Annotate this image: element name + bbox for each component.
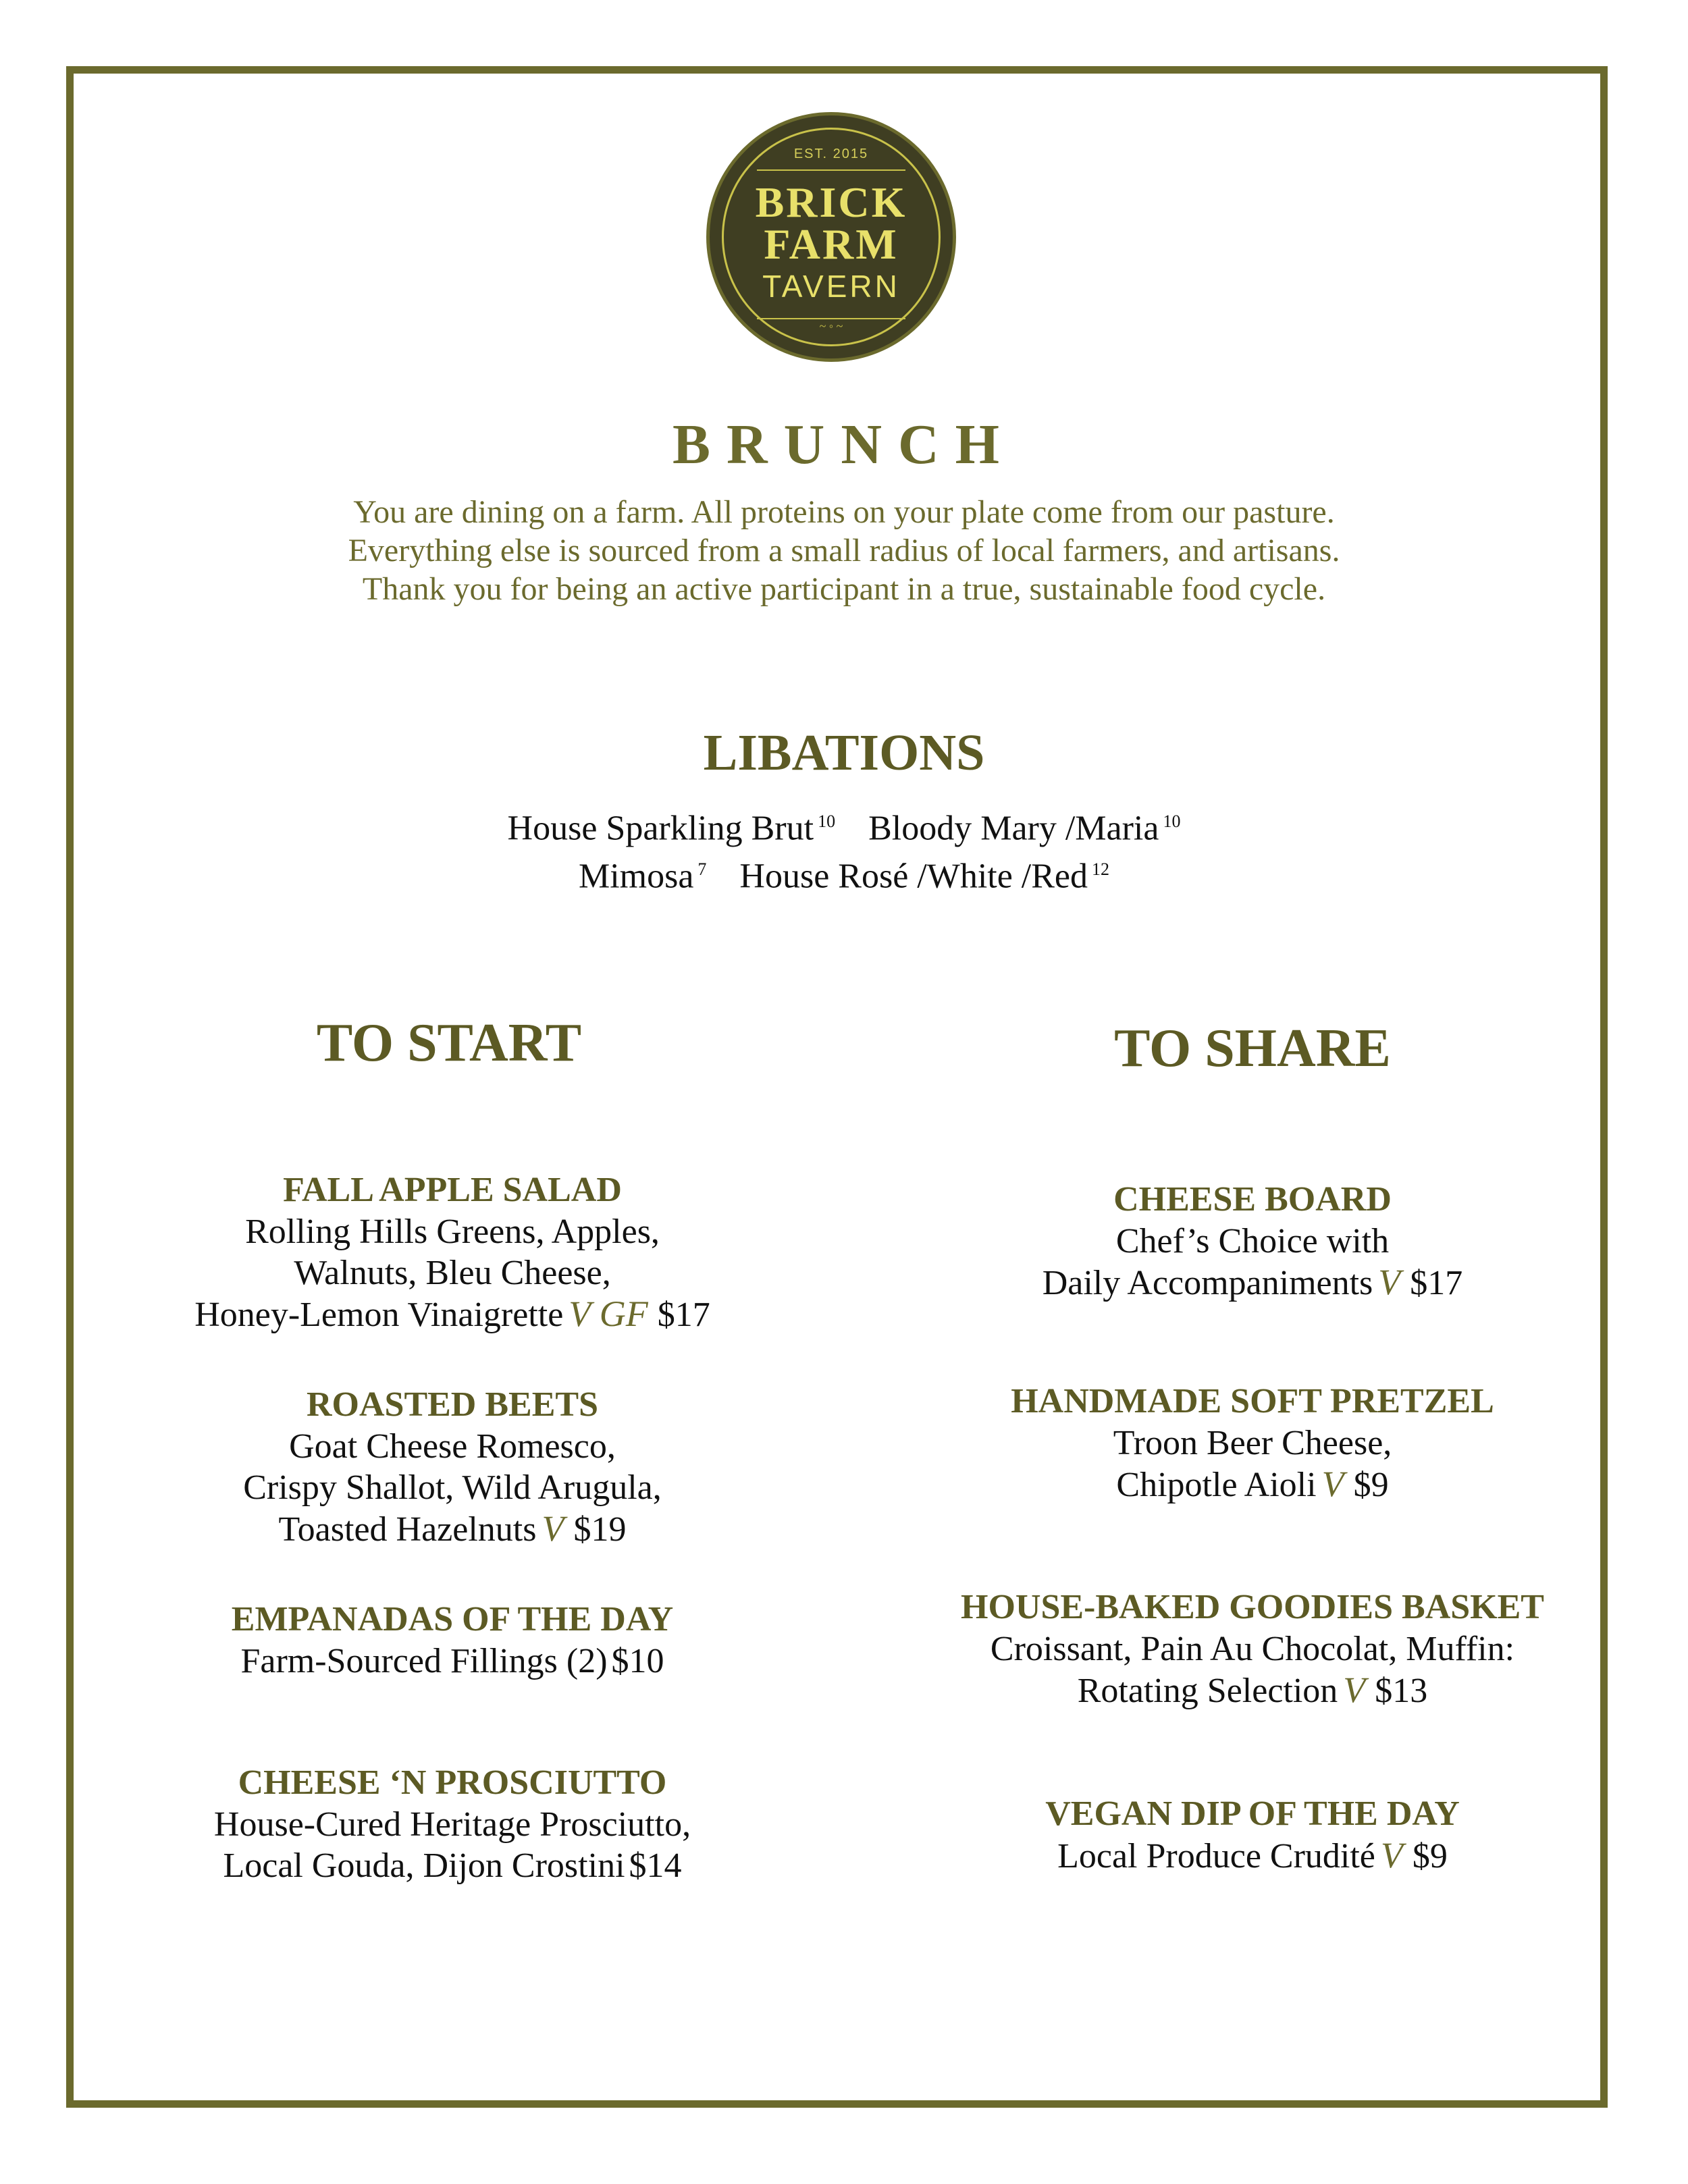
menu-title: BRUNCH [672, 413, 1016, 476]
item-name: HOUSE-BAKED GOODIES BASKET [961, 1588, 1544, 1626]
dietary-tag: V [1380, 1835, 1403, 1875]
item-desc-line: Troon Beer Cheese, [1113, 1424, 1392, 1462]
libation-price: 7 [697, 859, 707, 880]
item-desc-line [88, 1294, 817, 1335]
item-price: $19 [573, 1510, 627, 1549]
libations-row [0, 801, 1688, 849]
logo-word-farm: FARM [764, 220, 899, 268]
dietary-tag: V [1343, 1670, 1366, 1710]
item-desc-line [871, 1670, 1634, 1711]
dietary-tag: V [1378, 1262, 1401, 1302]
item-name: FALL APPLE SALAD [283, 1171, 622, 1209]
intro-text [0, 493, 1688, 608]
item-desc-text: Rotating Selection [1077, 1672, 1338, 1710]
item-desc-line: Chef’s Choice with [1115, 1222, 1390, 1260]
libation-item [579, 849, 706, 897]
item-desc-text: Chipotle Aioli [1116, 1466, 1317, 1504]
menu-item-cheese-n-prosciutto [88, 1762, 817, 1886]
menu-item-fall-apple-salad [88, 1169, 817, 1335]
libations-row [0, 849, 1688, 897]
libation-price: 12 [1092, 859, 1110, 880]
item-name: ROASTED BEETS [306, 1385, 599, 1424]
item-desc-line: Walnuts, Bleu Cheese, [294, 1254, 611, 1292]
logo-established: EST. 2015 [793, 147, 869, 161]
item-desc-text: Toasted Hazelnuts [278, 1510, 537, 1549]
libation-name: House Sparkling Brut [507, 809, 814, 848]
item-desc-text: Honey-Lemon Vinaigrette [194, 1296, 564, 1334]
item-desc-line [871, 1464, 1634, 1506]
item-desc-text: Daily Accompaniments [1042, 1264, 1373, 1302]
dietary-tag: V GF [569, 1294, 648, 1334]
item-price: $10 [611, 1642, 664, 1680]
to-share-heading: TO SHARE [1114, 1019, 1391, 1078]
intro-line: Thank you for being an active participant in a true, sustainable food cycle. [362, 571, 1326, 607]
libation-item [508, 801, 836, 849]
menu-item-roasted-beets [88, 1384, 817, 1550]
item-name: CHEESE ‘N PROSCIUTTO [238, 1763, 667, 1802]
item-price: $9 [1412, 1837, 1448, 1875]
menu-item-cheese-board [871, 1179, 1634, 1304]
item-desc-line: House-Cured Heritage Prosciutto, [213, 1805, 691, 1844]
item-price: $9 [1353, 1466, 1389, 1504]
libation-item [739, 849, 1109, 897]
item-price: $13 [1375, 1672, 1428, 1710]
dietary-tag: V [1321, 1464, 1344, 1504]
item-name: EMPANADAS OF THE DAY [231, 1600, 674, 1639]
libation-name: Bloody Mary /Maria [868, 809, 1159, 848]
to-start-heading: TO START [316, 1013, 582, 1073]
logo-ornament-icon: ~ ◦ ~ [819, 319, 843, 333]
item-desc-line: Goat Cheese Romesco, [289, 1427, 616, 1466]
libations-heading: LIBATIONS [703, 724, 985, 781]
item-desc-line: Croissant, Pain Au Chocolat, Muffin: [990, 1630, 1515, 1668]
item-desc-line [88, 1641, 817, 1682]
intro-line: You are dining on a farm. All proteins on your plate come from our pasture. [353, 494, 1335, 530]
item-desc-line: Crispy Shallot, Wild Arugula, [243, 1468, 662, 1507]
menu-item-vegan-dip [871, 1793, 1634, 1877]
item-desc-line [871, 1262, 1634, 1304]
item-price: $17 [657, 1296, 710, 1334]
item-desc-line [88, 1508, 817, 1550]
item-price: $14 [629, 1846, 682, 1885]
item-name: VEGAN DIP OF THE DAY [1045, 1794, 1460, 1833]
libations-list [0, 801, 1688, 897]
logo-divider-top [757, 169, 905, 171]
libation-price: 10 [1163, 811, 1181, 831]
menu-item-empanadas [88, 1599, 817, 1682]
logo-word-brick: BRICK [755, 178, 907, 226]
menu-item-soft-pretzel [871, 1381, 1634, 1506]
item-desc-text: Local Gouda, Dijon Crostini [223, 1846, 625, 1885]
intro-line: Everything else is sourced from a small radius of local farmers, and artisans. [348, 533, 1340, 568]
item-desc-line [88, 1845, 817, 1886]
menu-item-goodies-basket [871, 1587, 1634, 1711]
libation-price: 10 [818, 811, 836, 831]
libation-name: House Rosé /White /Red [739, 857, 1088, 896]
item-desc-text: Local Produce Crudité [1057, 1837, 1375, 1875]
item-price: $17 [1410, 1264, 1463, 1302]
item-desc-text: Farm-Sourced Fillings (2) [240, 1642, 608, 1680]
logo-word-tavern: TAVERN [762, 269, 900, 304]
item-name: HANDMADE SOFT PRETZEL [1011, 1382, 1494, 1420]
dietary-tag: V [542, 1508, 564, 1549]
libation-name: Mimosa [578, 857, 694, 896]
libation-item [868, 801, 1180, 849]
item-desc-line: Rolling Hills Greens, Apples, [245, 1213, 660, 1251]
item-desc-line [871, 1835, 1634, 1877]
brick-farm-tavern-logo [706, 112, 956, 362]
item-name: CHEESE BOARD [1113, 1180, 1392, 1219]
